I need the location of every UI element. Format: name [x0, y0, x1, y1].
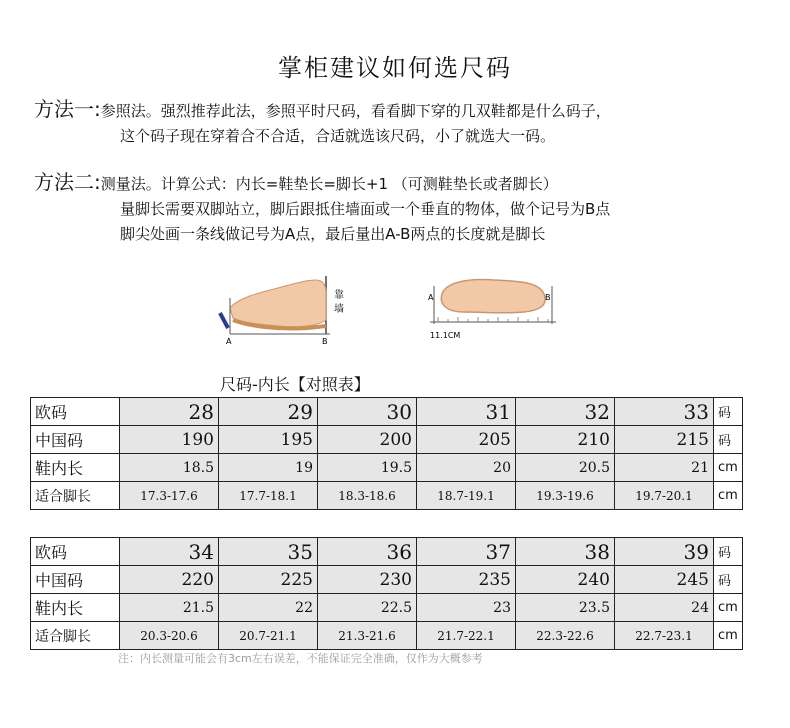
table-row-china	[31, 566, 743, 594]
table-cell: 19.7-20.1	[615, 482, 714, 510]
table-cell: 30	[318, 398, 417, 426]
table-cell: 20	[417, 454, 516, 482]
table-cell: 20.5	[516, 454, 615, 482]
table-cell: 22.3-22.6	[516, 622, 615, 650]
table-cell: 37	[417, 538, 516, 566]
row-label-inner: 鞋内长	[31, 594, 120, 622]
method-two-label: 方法二:	[34, 170, 101, 194]
table-cell: 19.5	[318, 454, 417, 482]
table-cell: 190	[120, 426, 219, 454]
table-cell: 21.7-22.1	[417, 622, 516, 650]
table-cell: 31	[417, 398, 516, 426]
table-cell: 210	[516, 426, 615, 454]
table-cell: 22	[219, 594, 318, 622]
unit-label: cm	[714, 454, 743, 482]
table-cell: 18.5	[120, 454, 219, 482]
table-cell: 195	[219, 426, 318, 454]
figure1-point-b: B	[322, 337, 328, 346]
table-cell: 24	[615, 594, 714, 622]
unit-label: 码	[714, 566, 743, 594]
table-cell: 36	[318, 538, 417, 566]
method-two	[34, 170, 610, 247]
method-one	[34, 97, 611, 149]
size-table-2	[30, 537, 743, 650]
table-cell: 35	[219, 538, 318, 566]
table-row-fit	[31, 482, 743, 510]
table-cell: 240	[516, 566, 615, 594]
table-cell: 19.3-19.6	[516, 482, 615, 510]
method-one-line1: 参照法。强烈推荐此法，参照平时尺码，看看脚下穿的几双鞋都是什么码子，	[100, 102, 611, 120]
method-two-line3: 脚尖处画一条线做记号为A点，最后量出A-B两点的长度就是脚长	[120, 225, 546, 243]
table-cell: 23.5	[516, 594, 615, 622]
method-two-line2: 量脚长需要双脚站立，脚后跟抵住墙面或一个垂直的物体，做个记号为B点	[120, 200, 611, 218]
table-cell: 200	[318, 426, 417, 454]
row-label-fit: 适合脚长	[31, 622, 120, 650]
table-cell: 17.7-18.1	[219, 482, 318, 510]
table-row-inner	[31, 454, 743, 482]
size-table-1	[30, 397, 743, 510]
table-cell: 22.7-23.1	[615, 622, 714, 650]
unit-label: 码	[714, 426, 743, 454]
table-cell: 21.3-21.6	[318, 622, 417, 650]
table-cell: 28	[120, 398, 219, 426]
table-cell: 21.5	[120, 594, 219, 622]
table-cell: 21	[615, 454, 714, 482]
table-cell: 220	[120, 566, 219, 594]
foot-against-wall-illustration	[208, 268, 368, 346]
table-row-china	[31, 426, 743, 454]
unit-label: cm	[714, 482, 743, 510]
figure2-measure-label: 11.1CM	[430, 331, 461, 340]
table-cell: 20.3-20.6	[120, 622, 219, 650]
unit-label: cm	[714, 622, 743, 650]
wall-label-2: 墙	[334, 304, 344, 315]
row-label-china: 中国码	[31, 566, 120, 594]
method-two-line1: 测量法。计算公式：内长=鞋垫长=脚长+1 （可测鞋垫长或者脚长）	[100, 175, 558, 193]
row-label-inner: 鞋内长	[31, 454, 120, 482]
row-label-fit: 适合脚长	[31, 482, 120, 510]
table-cell: 20.7-21.1	[219, 622, 318, 650]
table-row-fit	[31, 622, 743, 650]
table-cell: 23	[417, 594, 516, 622]
row-label-euro: 欧码	[31, 538, 120, 566]
figure1-point-a: A	[226, 337, 232, 346]
table-cell: 225	[219, 566, 318, 594]
table-cell: 17.3-17.6	[120, 482, 219, 510]
disclaimer-note: 注：内长测量可能会有3cm左右误差，不能保证完全准确，仅作为大概参考	[118, 652, 483, 665]
row-label-china: 中国码	[31, 426, 120, 454]
table-cell: 34	[120, 538, 219, 566]
table-row-euro	[31, 398, 743, 426]
method-one-line2: 这个码子现在穿着合不合适，合适就选该尺码，小了就选大一码。	[120, 127, 556, 145]
wall-label-1: 靠	[334, 290, 344, 301]
unit-label: 码	[714, 398, 743, 426]
method-one-label: 方法一:	[34, 97, 101, 121]
table-row-inner	[31, 594, 743, 622]
table-cell: 235	[417, 566, 516, 594]
table-cell: 18.3-18.6	[318, 482, 417, 510]
unit-label: cm	[714, 594, 743, 622]
table-cell: 32	[516, 398, 615, 426]
figure2-point-b: B	[545, 293, 551, 302]
page-title: 掌柜建议如何选尺码	[278, 54, 512, 82]
table-cell: 205	[417, 426, 516, 454]
table-cell: 38	[516, 538, 615, 566]
table-cell: 18.7-19.1	[417, 482, 516, 510]
table-cell: 215	[615, 426, 714, 454]
figure2-point-a: A	[428, 293, 434, 302]
unit-label: 码	[714, 538, 743, 566]
row-label-euro: 欧码	[31, 398, 120, 426]
table-cell: 29	[219, 398, 318, 426]
table-cell: 39	[615, 538, 714, 566]
table-cell: 245	[615, 566, 714, 594]
table-row-euro	[31, 538, 743, 566]
size-table-title: 尺码-内长【对照表】	[220, 375, 370, 394]
footprint-measurement-illustration	[424, 268, 564, 346]
table-cell: 230	[318, 566, 417, 594]
table-cell: 22.5	[318, 594, 417, 622]
table-cell: 33	[615, 398, 714, 426]
table-cell: 19	[219, 454, 318, 482]
